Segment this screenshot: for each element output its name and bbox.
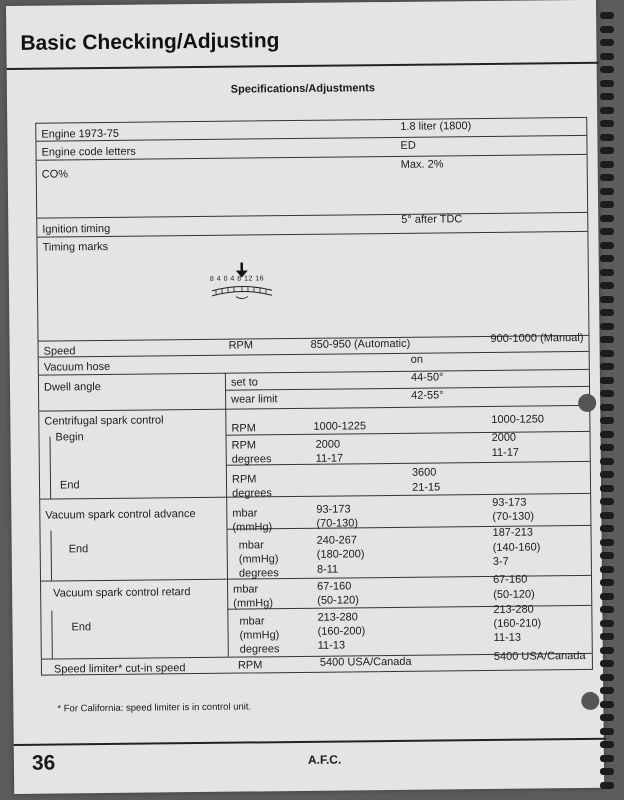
binding-ring — [600, 404, 614, 411]
binding-ring — [600, 539, 614, 546]
row-divider — [226, 525, 590, 530]
footer-rule — [14, 738, 606, 746]
binding-ring — [600, 444, 614, 451]
timing-scale-numbers: 8 4 0 4 8 12 16 — [209, 275, 265, 283]
binding-ring — [600, 309, 614, 316]
row-divider — [39, 369, 589, 376]
speed-limiter-b: 5400 USA/Canada — [493, 649, 586, 663]
binding-ring — [600, 12, 614, 19]
speed-limiter-unit: RPM — [237, 659, 263, 672]
vac-advance-a2: (70-130) — [316, 517, 359, 530]
binding-ring — [600, 147, 614, 154]
binding-ring — [600, 174, 614, 181]
timing-marks-diagram — [208, 260, 276, 303]
binding-ring — [600, 282, 614, 289]
vac-advance-b1: 93-173 — [492, 496, 527, 509]
vac-advance-a1: 93-173 — [316, 503, 351, 516]
vac-advance-end-b3: 3-7 — [492, 555, 509, 568]
binding-ring — [600, 687, 614, 694]
binding-ring — [600, 26, 614, 33]
binding-ring — [600, 701, 614, 708]
vac-advance-end-unit-deg: degrees — [238, 567, 279, 580]
vac-retard-end-b2: (160-210) — [493, 617, 542, 630]
vac-advance-unit-mmhg: (mmHg) — [232, 521, 273, 534]
vac-advance-end-unit-mmhg: (mmHg) — [238, 553, 279, 566]
centrifugal-mid-deg-unit: degrees — [231, 453, 272, 466]
binding-ring — [600, 80, 614, 87]
binding-ring — [600, 93, 614, 100]
binding-ring — [600, 498, 614, 505]
binding-ring — [600, 269, 614, 276]
binding-ring — [600, 512, 614, 519]
vac-advance-end-b1: 187-213 — [492, 526, 533, 539]
binding-ring — [600, 525, 614, 532]
section-subtitle: Specifications/Adjustments — [230, 82, 376, 96]
binding-ring — [600, 377, 614, 384]
speed-manual: 900-1000 (Manual) — [490, 331, 584, 345]
binding-ring — [600, 768, 614, 775]
speed-unit: RPM — [228, 339, 254, 352]
speed-limiter-label: Speed limiter* cut-in speed — [53, 662, 186, 676]
vac-retard-unit-mbar: mbar — [233, 583, 259, 596]
centrifugal-end-rpm-unit: RPM — [231, 473, 257, 486]
binding-ring — [600, 242, 614, 249]
co-label: CO% — [41, 168, 69, 181]
binding-ring — [600, 647, 614, 654]
binding-ring — [600, 431, 614, 438]
centrifugal-begin-label: Begin — [55, 431, 84, 444]
vac-retard-b1: 67-160 — [492, 573, 528, 586]
vac-retard-end-b3: 11-13 — [493, 631, 522, 644]
binding-ring — [600, 363, 614, 370]
centrifugal-mid-deg-a: 11-17 — [315, 452, 344, 465]
binding-ring — [600, 458, 614, 465]
binding-ring — [600, 471, 614, 478]
dwell-wear-value: 42-55° — [411, 389, 444, 402]
binding-ring — [600, 39, 614, 46]
binding-ring — [600, 53, 614, 60]
column-divider — [50, 437, 52, 499]
centrifugal-end-rpm: 3600 — [411, 466, 437, 479]
centrifugal-end-deg-unit: degrees — [232, 487, 272, 500]
footer-code: A.F.C. — [307, 752, 342, 767]
vac-retard-end-label: End — [71, 621, 92, 634]
vac-retard-end-unit-deg: degrees — [239, 643, 280, 656]
vac-retard-end-b1: 213-280 — [493, 603, 534, 616]
vac-retard-b2: (50-120) — [493, 588, 535, 601]
binding-ring — [600, 215, 614, 222]
centrifugal-label: Centrifugal spark control — [44, 414, 164, 428]
vacuum-hose-label: Vacuum hose — [43, 360, 111, 374]
vac-retard-a1: 67-160 — [317, 580, 352, 593]
speed-automatic: 850-950 (Automatic) — [310, 337, 411, 351]
row-divider — [37, 231, 587, 238]
vac-retard-end-a2: (160-200) — [317, 625, 366, 638]
binding-ring — [600, 120, 614, 127]
binding-ring — [600, 566, 614, 573]
vac-advance-end-b2: (140-160) — [492, 541, 541, 554]
binding-ring — [600, 633, 614, 640]
vac-advance-end-a3: 8-11 — [316, 563, 339, 576]
binding-ring — [600, 323, 614, 330]
vac-retard-end-unit-mbar: mbar — [239, 615, 265, 628]
binding-ring — [600, 579, 614, 586]
binding-ring — [600, 714, 614, 721]
page-number: 36 — [31, 751, 56, 775]
binding-ring — [600, 296, 614, 303]
vac-retard-a2: (50-120) — [317, 594, 359, 607]
binding-ring — [600, 66, 614, 73]
speed-limiter-a: 5400 USA/Canada — [319, 655, 412, 669]
title-rule — [7, 62, 599, 70]
dwell-set-value: 44-50° — [410, 371, 444, 384]
spec-table — [35, 117, 593, 676]
speed-label: Speed — [43, 345, 76, 358]
binding-ring — [600, 674, 614, 681]
vac-retard-end-a1: 213-280 — [317, 611, 358, 624]
engine-code-value: ED — [400, 139, 416, 152]
vac-retard-unit-mmhg: (mmHg) — [233, 597, 274, 610]
binding-ring — [600, 188, 614, 195]
binding-ring — [600, 336, 614, 343]
centrifugal-mid-rpm-a: 2000 — [315, 438, 341, 451]
dwell-set-label: set to — [230, 376, 258, 389]
binding-ring — [600, 782, 614, 789]
ignition-timing-label: Ignition timing — [42, 222, 111, 236]
binding-ring — [600, 228, 614, 235]
centrifugal-mid-rpm-unit: RPM — [231, 439, 257, 452]
row-divider — [37, 212, 587, 219]
vac-retard-label: Vacuum spark control retard — [53, 586, 191, 600]
binding-ring — [600, 552, 614, 559]
ignition-timing-value: 5° after TDC — [401, 213, 463, 226]
vac-advance-end-label: End — [68, 543, 89, 556]
vac-retard-end-a3: 11-13 — [317, 639, 346, 652]
vac-advance-end-a2: (180-200) — [316, 548, 365, 561]
vac-advance-end-unit-mbar: mbar — [238, 539, 264, 552]
column-divider — [50, 531, 52, 581]
binding-ring — [600, 741, 614, 748]
row-divider — [226, 461, 590, 466]
page-title: Basic Checking/Adjusting — [20, 29, 280, 55]
row-divider — [225, 386, 589, 391]
vacuum-hose-value: on — [410, 353, 424, 366]
spiral-binding — [594, 0, 624, 800]
row-divider — [227, 605, 591, 610]
centrifugal-begin-a: 1000-1225 — [313, 420, 367, 433]
binding-ring — [600, 606, 614, 613]
binding-ring — [600, 620, 614, 627]
binding-ring — [600, 161, 614, 168]
vac-advance-end-a1: 240-267 — [316, 534, 358, 547]
centrifugal-end-label: End — [59, 479, 80, 492]
binding-ring — [600, 417, 614, 424]
engine-value: 1.8 liter (1800) — [400, 120, 472, 133]
manual-page — [6, 0, 604, 794]
centrifugal-begin-unit: RPM — [231, 422, 256, 435]
column-divider — [225, 373, 229, 657]
row-divider — [39, 351, 589, 358]
centrifugal-mid-rpm-b: 2000 — [491, 431, 517, 444]
binding-ring — [600, 728, 614, 735]
row-divider — [226, 431, 590, 436]
column-divider — [51, 611, 53, 659]
binding-ring — [600, 485, 614, 492]
binding-ring — [600, 255, 614, 262]
dwell-wear-label: wear limit — [231, 393, 278, 406]
timing-marks-label: Timing marks — [42, 240, 109, 254]
binding-ring — [600, 593, 614, 600]
co-value: Max. 2% — [400, 158, 444, 171]
dwell-label: Dwell angle — [43, 381, 101, 394]
row-divider — [39, 405, 589, 412]
footnote: * For California: speed limiter is in control unit. — [57, 701, 252, 715]
binding-ring — [600, 201, 614, 208]
binding-ring — [600, 350, 614, 357]
vac-retard-end-unit-mmhg: (mmHg) — [239, 629, 280, 642]
engine-label: Engine 1973-75 — [41, 127, 120, 141]
binding-ring — [600, 390, 614, 397]
centrifugal-mid-deg-b: 11-17 — [491, 446, 520, 459]
vac-advance-unit-mbar: mbar — [232, 507, 258, 520]
binding-ring — [600, 134, 614, 141]
centrifugal-begin-b: 1000-1250 — [491, 413, 545, 426]
binding-ring — [600, 660, 614, 667]
binding-ring — [600, 107, 614, 114]
engine-code-label: Engine code letters — [41, 145, 136, 159]
centrifugal-end-deg: 21-15 — [412, 481, 441, 494]
vac-advance-b2: (70-130) — [492, 510, 535, 523]
vac-advance-label: Vacuum spark control advance — [45, 508, 196, 522]
binding-ring — [600, 755, 614, 762]
